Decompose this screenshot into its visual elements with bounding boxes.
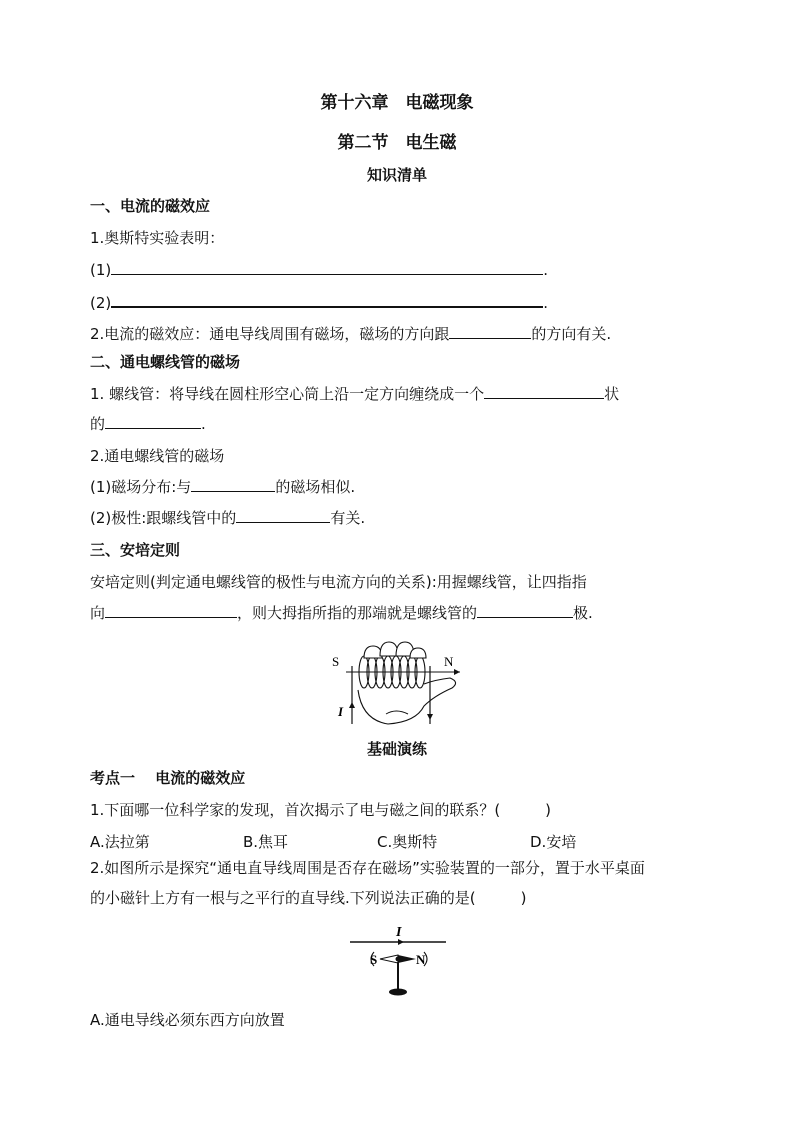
line2-prefix: 向 xyxy=(90,604,106,622)
q1-option-c[interactable]: C.奥斯特 xyxy=(377,833,438,851)
part1-q1b xyxy=(90,292,548,313)
q1-text-after: 状 xyxy=(604,385,620,403)
section-title: 第二节 电生磁 xyxy=(337,133,457,153)
q1-option-a[interactable]: A.法拉第 xyxy=(90,833,150,851)
part1-q1a xyxy=(90,260,548,280)
part3-line2 xyxy=(90,603,593,623)
answer-blank[interactable] xyxy=(111,292,543,308)
answer-blank[interactable] xyxy=(191,477,275,492)
part1-heading: 一、电流的磁效应 xyxy=(90,197,211,215)
answer-blank[interactable] xyxy=(477,603,573,618)
q2b-text-after: 有关. xyxy=(330,509,366,527)
part3-line1: 安培定则(判定通电螺线管的极性与电流方向的关系):用握螺线管，让四指指 xyxy=(90,573,587,591)
practice-q2-line1: 2.如图所示是探究“通电直导线周围是否存在磁场”实验装置的一部分，置于水平桌面 xyxy=(90,859,645,877)
part2-heading: 二、通电螺线管的磁场 xyxy=(90,353,241,371)
q1b-prefix: (2) xyxy=(90,294,112,312)
kp1-heading: 考点一 电流的磁效应 xyxy=(90,769,246,787)
answer-blank[interactable] xyxy=(105,414,201,429)
fig2-n-label: N xyxy=(416,952,426,967)
practice-q1: 1.下面哪一位科学家的发现，首次揭示了电与磁之间的联系？( ) xyxy=(90,801,552,819)
part1-q1: 1.奥斯特实验表明： xyxy=(90,229,225,247)
part3-heading: 三、安培定则 xyxy=(90,541,181,559)
right-hand-rule-figure xyxy=(330,636,470,728)
answer-blank[interactable] xyxy=(449,324,531,339)
q2b-text-before: (2)极性:跟螺线管中的 xyxy=(90,509,237,527)
fig1-n-label: N xyxy=(444,654,454,669)
period: . xyxy=(543,261,549,279)
answer-blank[interactable] xyxy=(105,603,237,618)
practice-heading: 基础演练 xyxy=(366,740,427,758)
chapter-title: 第十六章 电磁现象 xyxy=(320,93,474,113)
q2-text-before: 2.电流的磁效应：通电导线周围有磁场，磁场的方向跟 xyxy=(90,325,450,343)
part2-q1 xyxy=(90,384,619,404)
q1-text-before: 1. 螺线管：将导线在圆柱形空心筒上沿一定方向缠绕成一个 xyxy=(90,385,485,403)
fig1-current-label: I xyxy=(338,704,344,719)
q1-line2-prefix: 的 xyxy=(90,415,106,433)
period: . xyxy=(543,294,549,312)
part2-q2b xyxy=(90,508,365,528)
period: . xyxy=(201,415,206,433)
answer-blank[interactable] xyxy=(236,508,330,523)
line2-suffix: 极. xyxy=(573,604,593,622)
fig2-current-label: I xyxy=(396,925,402,940)
wire-compass-figure xyxy=(346,918,450,1000)
line2-mid: ，则大拇指所指的那端就是螺线管的 xyxy=(237,604,478,622)
part2-q2a xyxy=(90,477,355,497)
q1-option-b[interactable]: B.焦耳 xyxy=(243,833,289,851)
fig2-s-label: S xyxy=(370,952,378,967)
part2-q1-cont xyxy=(90,414,206,434)
part2-q2: 2.通电螺线管的磁场 xyxy=(90,447,225,465)
q2a-text-before: (1)磁场分布:与 xyxy=(90,478,192,496)
answer-blank[interactable] xyxy=(484,384,604,399)
q2-text-after: 的方向有关. xyxy=(531,325,612,343)
part1-q2 xyxy=(90,324,611,344)
practice-q2-line2: 的小磁针上方有一根与之平行的直导线.下列说法正确的是( ) xyxy=(90,889,527,907)
q2a-text-after: 的磁场相似. xyxy=(275,478,356,496)
q2-option-a[interactable]: A.通电导线必须东西方向放置 xyxy=(90,1011,285,1029)
fig1-s-label: S xyxy=(332,654,340,669)
q1-option-d[interactable]: D.安培 xyxy=(530,833,577,851)
q1a-prefix: (1) xyxy=(90,261,112,279)
answer-blank[interactable] xyxy=(111,260,543,275)
subtitle: 知识清单 xyxy=(366,166,427,184)
